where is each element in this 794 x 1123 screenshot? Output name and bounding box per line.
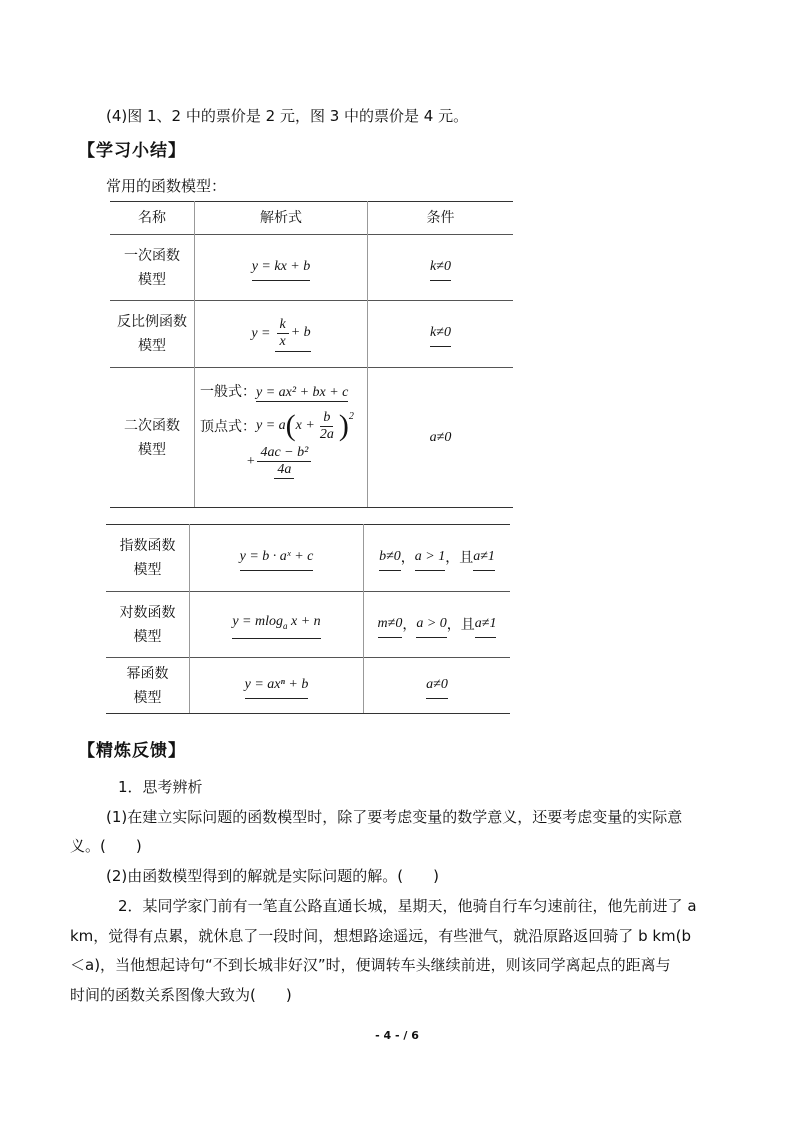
row-power-condition: a≠0 [364, 658, 510, 713]
question-1-part-2: (2)由函数模型得到的解就是实际问题的解。( ) [106, 867, 439, 885]
section-feedback-heading: 【精炼反馈】 [78, 741, 186, 761]
row-logarithmic-condition: m≠0 ， a > 0 ，且 a≠1 [364, 592, 510, 657]
row-exponential-formula: y = b · aˣ + c [190, 525, 363, 591]
question-2-line-3: ＜a)，当他想起诗句“不到长城非好汉”时，便调转车头继续前进，则该同学离起点的距离与 [70, 956, 671, 974]
row-power-name: 幂函数 模型 [126, 665, 169, 706]
row-exponential-condition: b≠0 ， a > 1 ，且 a≠1 [364, 525, 510, 591]
row-quadratic-name: 二次函数 模型 [124, 417, 180, 458]
row-quadratic-formula: 一般式：y = ax² + bx + c 顶点式： y = a ( x + $\frac{b}{2a}$ ) 2 + $\frac{\text{4ac − b²}}{4a}$ [200, 384, 354, 477]
table-caption: 常用的函数模型： [106, 177, 227, 195]
question-1-part-1-line-2: 义。( ) [70, 837, 142, 855]
section-summary-heading: 【学习小结】 [78, 141, 186, 161]
header-name: 名称 [138, 210, 166, 226]
row-quadratic-condition: a≠0 [429, 429, 452, 445]
question-2-line-2: km，觉得有点累，就休息了一段时间，想想路途遥远，有些泄气，就沿原路返回骑了 b km(b [70, 927, 692, 945]
row-inverse-condition: k≠0 [368, 301, 513, 367]
header-condition: 条件 [426, 210, 455, 226]
row-linear-condition: k≠0 [368, 235, 513, 300]
row-logarithmic-formula: y = mlog$_a$ x + n [190, 592, 363, 657]
row-inverse-name: 反比例函数 模型 [117, 314, 187, 354]
question-2-line-4: 时间的函数关系图像大致为( ) [70, 986, 292, 1004]
row-logarithmic-name: 对数函数 模型 [119, 604, 176, 645]
row-linear-formula: y = kx + b [195, 235, 367, 300]
row-linear-name: 一次函数 模型 [124, 247, 180, 288]
row-exponential-name: 指数函数 模型 [119, 538, 176, 578]
page-number: - 4 - / 6 [375, 1029, 419, 1042]
intro-line: (4)图 1、2 中的票价是 2 元，图 3 中的票价是 4 元。 [106, 107, 469, 125]
row-inverse-formula: y = $\frac{k}{x}$ + b [195, 301, 367, 367]
question-2-line-1: 2．某同学家门前有一笔直公路直通长城，星期天，他骑自行车匀速前往，他先前进了 a [118, 897, 697, 915]
question-1-title: 1．思考辨析 [118, 778, 203, 796]
question-1-part-1-line-1: (1)在建立实际问题的函数模型时，除了要考虑变量的数学意义，还要考虑变量的实际意 [106, 808, 683, 826]
header-formula: 解析式 [260, 210, 302, 226]
row-power-formula: y = axⁿ + b [190, 658, 363, 713]
